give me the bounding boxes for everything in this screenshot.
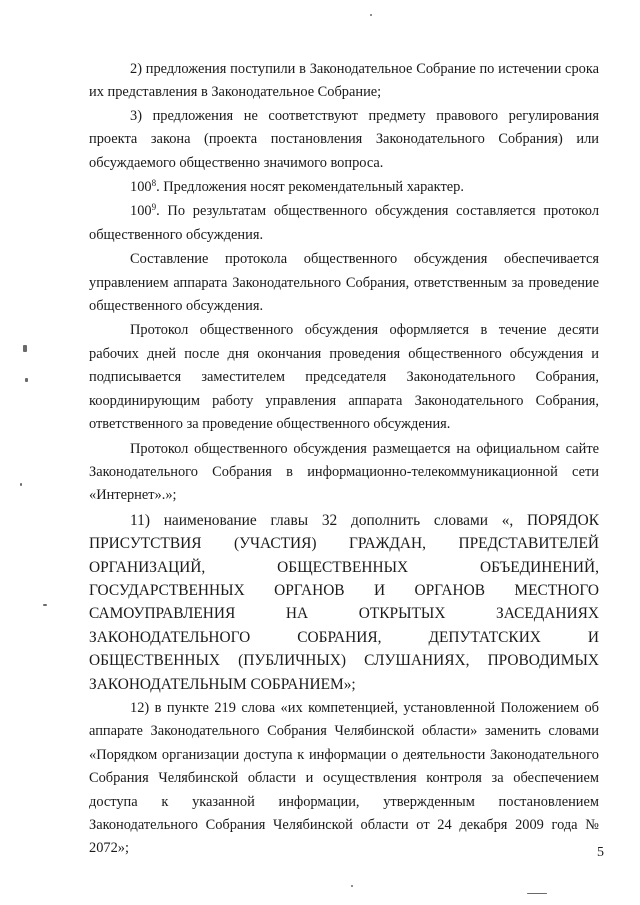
document-body bbox=[89, 58, 599, 861]
scan-artifact bbox=[25, 378, 28, 382]
scan-artifact bbox=[370, 14, 372, 16]
amendment-item-12: 12) в пункте 219 слова «их компетенцией, установленной Положением об аппарате Законодательного Собрания Челябинской области» заменить словами «Порядком организации доступа к информации о деятельности Законодательного Собрания Челябинской области и осуществления контроля за обеспечением доступа к указанной информации, утвержденным постановлением Законодательного Собрания Челябинской области от 24 декабря 2009 года № 2072»; bbox=[89, 699, 599, 857]
clause-100-8 bbox=[89, 176, 599, 199]
scan-artifact bbox=[20, 483, 22, 486]
amendment-item-11: 11) наименование главы 32 дополнить словами «, ПОРЯДОК ПРИСУТСТВИЯ (УЧАСТИЯ) ГРАЖДАН, ПРЕДСТАВИТЕЛЕЙ ОРГАНИЗАЦИЙ, ОБЩЕСТВЕННЫХ ОБЪЕДИНЕНИЙ, ГОСУДАРСТВЕННЫХ ОРГАНОВ И ОРГАНОВ МЕСТНОГО САМОУПРАВЛЕНИЯ НА ОТКРЫТЫХ ЗАСЕДАНИЯХ ЗАКОНОДАТЕЛЬНОГО СОБРАНИЯ, ДЕПУТАТСКИХ И ОБЩЕСТВЕННЫХ (ПУБЛИЧНЫХ) СЛУШАНИЯХ, ПРОВОДИМЫХ ЗАКОНОДАТЕЛЬНЫМ СОБРАНИЕМ»; bbox=[89, 511, 599, 693]
clause-number: 100 bbox=[130, 179, 152, 196]
scan-artifact bbox=[527, 893, 547, 894]
protocol-signing-paragraph: Протокол общественного обсуждения оформляется в течение десяти рабочих дней после дня окончания проведения общественного обсуждения и подписывается заместителем председателя Законодательного Собрания, координирующим работу управления аппарата Законодательного Собрания, ответственного за проведение общественного обсуждения. bbox=[89, 322, 599, 433]
scan-artifact bbox=[43, 604, 47, 606]
scan-artifact bbox=[23, 345, 27, 352]
page-number: 5 bbox=[597, 845, 604, 860]
protocol-preparation-paragraph: Составление протокола общественного обсуждения обеспечивается управлением аппарата Законодательного Собрания, ответственным за проведение общественного обсуждения. bbox=[89, 251, 599, 315]
clause-superscript: 8 bbox=[151, 178, 157, 189]
scan-artifact bbox=[351, 885, 353, 887]
paragraph-item-2: 2) предложения поступили в Законодательное Собрание по истечении срока их представления в Законодательное Собрание; bbox=[89, 61, 599, 101]
protocol-publication-paragraph: Протокол общественного обсуждения размещается на официальном сайте Законодательного Собрания в информационно-телекоммуникационной сети «Интернет».»; bbox=[89, 440, 599, 504]
clause-superscript: 9 bbox=[151, 202, 157, 213]
clause-100-9 bbox=[89, 200, 599, 247]
clause-text: . Предложения носят рекомендательный характер. bbox=[156, 179, 464, 196]
paragraph-item-3: 3) предложения не соответствуют предмету правового регулирования проекта закона (проекта постановления Законодательного Собрания) или обсуждаемого общественно значимого вопроса. bbox=[89, 107, 599, 171]
clause-number: 100 bbox=[130, 203, 152, 220]
clause-text: . По результатам общественного обсуждения составляется протокол общественного обсуждения. bbox=[89, 203, 599, 243]
